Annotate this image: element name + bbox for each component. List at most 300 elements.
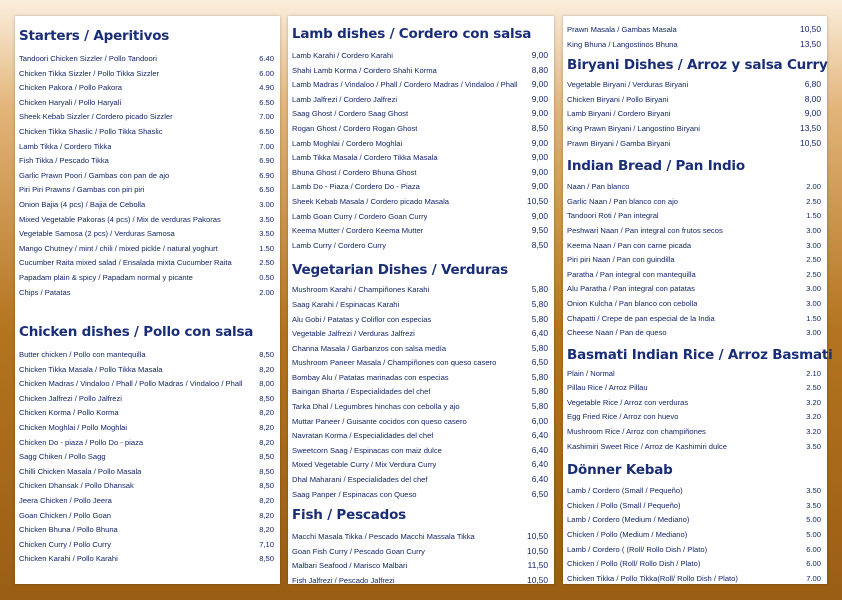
menu-item xyxy=(292,223,548,238)
item-price: 4.90 xyxy=(259,83,274,93)
menu-item xyxy=(567,239,821,254)
item-price: 9,00 xyxy=(531,50,548,60)
menu-item xyxy=(19,392,274,407)
menu-item xyxy=(19,67,274,82)
item-name: Onion Kulcha / Pan blanco con cebolla xyxy=(567,298,698,308)
menu-item xyxy=(292,77,548,92)
item-price: 3.50 xyxy=(259,214,274,224)
item-name: Vegetable Jalfrezi / Verduras Jalfrezi xyxy=(292,329,415,339)
menu-item xyxy=(292,282,548,297)
menu-item xyxy=(292,121,548,136)
menu-column-1 xyxy=(15,16,280,584)
item-name: Vegetable Samosa (2 pcs) / Verduras Samosa xyxy=(19,229,175,239)
item-name: Alu Gobi / Patatas y Coliflor con especias xyxy=(292,314,432,324)
item-name: Malbari Seafood / Marisco Malbari xyxy=(292,561,408,571)
section-title: Vegetarian Dishes / Verduras xyxy=(292,262,508,279)
item-name: Cucumber Raita mixed salad / Ensalada mixta Cucumber Raita xyxy=(19,258,232,268)
item-name: Garlic Naan / Pan blanco con ajo xyxy=(567,196,679,206)
menu-item xyxy=(567,195,821,210)
item-name: Mushroom Rice / Arroz con champiñones xyxy=(567,427,706,437)
item-name: Dhal Maharani / Especialidades del chef xyxy=(292,475,428,485)
menu-item xyxy=(19,96,274,111)
menu-item xyxy=(292,63,548,78)
item-name: Saag Panper / Espinacas con Queso xyxy=(292,489,417,499)
item-price: 6.00 xyxy=(806,559,821,569)
item-name: Butter chicken / Pollo con mantequilla xyxy=(19,350,146,360)
menu-item xyxy=(292,414,548,429)
section-title: Basmati Indian Rice / Arroz Basmati xyxy=(567,346,833,363)
menu-item xyxy=(567,312,821,327)
item-price: 3.50 xyxy=(259,229,274,239)
menu-item xyxy=(19,242,274,257)
item-name: Chilli Chicken Masala / Pollo Masala xyxy=(19,466,142,476)
item-price: 0.50 xyxy=(259,272,274,282)
item-price: 3.20 xyxy=(806,397,821,407)
item-price: 5,80 xyxy=(531,284,548,295)
item-price: 6,40 xyxy=(531,474,548,485)
item-price: 3.00 xyxy=(806,328,821,338)
item-name: Lamb Jalfrezi / Cordero Jalfrezi xyxy=(292,94,398,104)
item-price: 5.00 xyxy=(806,515,821,525)
item-price: 3.20 xyxy=(806,412,821,422)
item-price: 6.90 xyxy=(259,156,274,166)
menu-item xyxy=(292,443,548,458)
menu-section xyxy=(567,462,821,586)
menu-item xyxy=(567,528,821,543)
item-name: Navratan Korma / Especialidades del chef xyxy=(292,431,434,441)
item-name: Onion Bajia (4 pcs) / Bajia de Cebolla xyxy=(19,199,146,209)
menu-item xyxy=(567,136,821,151)
menu-item xyxy=(19,552,274,567)
menu-item xyxy=(292,179,548,194)
menu-item xyxy=(292,370,548,385)
item-name: Lamb Do - Piaza / Cordero Do - Piaza xyxy=(292,182,420,192)
item-price: 2.00 xyxy=(259,287,274,297)
menu-item xyxy=(292,573,548,588)
item-price: 2.50 xyxy=(806,383,821,393)
menu-item xyxy=(567,92,821,107)
menu-section xyxy=(567,346,833,455)
item-name: Vegetable Biryani / Verduras Biryani xyxy=(567,80,689,90)
item-price: 3.50 xyxy=(806,486,821,496)
menu-item xyxy=(19,125,274,140)
item-price: 2.50 xyxy=(259,258,274,268)
item-name: Mixed Vegetable Curry / Mix Verdura Curry xyxy=(292,460,437,470)
menu-item xyxy=(292,457,548,472)
item-name: Piri Piri Prawns / Gambas con piri piri xyxy=(19,185,145,195)
item-name: Paratha / Pan integral con mantequilla xyxy=(567,269,696,279)
item-name: Lamb Tikka / Cordero Tikka xyxy=(19,141,112,151)
item-price: 2.50 xyxy=(806,196,821,206)
menu-item xyxy=(292,428,548,443)
item-name: Chicken Pakora / Pollo Pakora xyxy=(19,83,122,93)
menu-item xyxy=(292,341,548,356)
menu-section xyxy=(19,324,274,567)
menu-item xyxy=(19,509,274,524)
item-name: Chicken Tikka Sizzler / Pollo Tikka Sizzler xyxy=(19,68,160,78)
menu-item xyxy=(567,499,821,514)
item-name: Sagg Chiken / Pollo Sagg xyxy=(19,452,106,462)
item-name: Egg Fried Rice / Arroz con huevo xyxy=(567,412,679,422)
item-price: 6,40 xyxy=(531,328,548,339)
menu-item xyxy=(292,487,548,502)
menu-item xyxy=(567,22,821,37)
item-name: Piri piri Naan / Pan con guindilla xyxy=(567,255,675,265)
item-name: Rogan Ghost / Cordero Rogan Ghost xyxy=(292,123,418,133)
menu-item xyxy=(19,271,274,286)
item-name: Pillau Rice / Arroz Pillau xyxy=(567,383,648,393)
menu-item xyxy=(292,399,548,414)
item-price: 10,50 xyxy=(527,575,548,585)
item-price: 8,20 xyxy=(259,496,274,506)
item-price: 5,80 xyxy=(531,371,548,382)
item-price: 8,50 xyxy=(259,481,274,491)
item-price: 6.00 xyxy=(806,544,821,554)
section-title: Fish / Pescados xyxy=(292,507,406,524)
item-name: Vegetable Rice / Arroz con verduras xyxy=(567,397,689,407)
menu-item xyxy=(19,538,274,553)
menu-item xyxy=(292,238,548,253)
item-price: 9,00 xyxy=(531,137,548,148)
item-price: 5.00 xyxy=(806,530,821,540)
menu-item xyxy=(292,312,548,327)
menu-item xyxy=(19,110,274,125)
menu-item xyxy=(19,213,274,228)
item-name: Bhuna Ghost / Cordero Bhuna Ghost xyxy=(292,167,417,177)
item-name: King Bhuna / Langostinos Bhuna xyxy=(567,39,678,49)
item-name: Chicken Korma / Pollo Korma xyxy=(19,408,119,418)
item-name: Fish Jalfrezi / Pescado Jalfrezi xyxy=(292,576,395,585)
menu-item xyxy=(567,572,821,587)
menu-item xyxy=(19,523,274,538)
item-name: Muttar Paneer / Guisante cocidos con queso casero xyxy=(292,416,467,426)
menu-section xyxy=(19,28,274,300)
item-price: 3.00 xyxy=(806,298,821,308)
item-price: 6,00 xyxy=(531,415,548,426)
item-name: Keema Naan / Pan con carne picada xyxy=(567,240,692,250)
item-price: 5,80 xyxy=(531,298,548,309)
item-name: Mushroom Paneer Masala / Champiñones con queso casero xyxy=(292,358,497,368)
menu-item xyxy=(292,194,548,209)
item-name: Chicken Madras / Vindaloo / Phall / Pollo Madras / Vindaloo / Phall xyxy=(19,379,243,389)
item-price: 9,00 xyxy=(531,166,548,177)
item-name: Sheek Kebab Masala / Cordero picado Masala xyxy=(292,196,450,206)
item-name: Chicken Tikka Shaslic / Pollo Tikka Shaslic xyxy=(19,126,163,136)
item-price: 10,50 xyxy=(527,531,548,542)
item-price: 3.50 xyxy=(806,441,821,451)
item-name: Lamb Goan Curry / Cordero Goan Curry xyxy=(292,211,428,221)
item-price: 6.00 xyxy=(259,68,274,78)
item-name: Chicken Tikka Masala / Pollo Tikka Masala xyxy=(19,364,163,374)
item-price: 8,50 xyxy=(531,122,548,133)
item-price: 1.50 xyxy=(806,313,821,323)
menu-item xyxy=(19,52,274,67)
menu-item xyxy=(19,81,274,96)
item-price: 9,00 xyxy=(531,79,548,90)
item-price: 9,00 xyxy=(531,152,548,163)
menu-item xyxy=(292,165,548,180)
item-price: 3.20 xyxy=(806,427,821,437)
item-price: 10,50 xyxy=(527,195,548,206)
menu-item xyxy=(19,377,274,392)
menu-item xyxy=(19,140,274,155)
menu-item xyxy=(292,209,548,224)
menu-item xyxy=(292,544,548,559)
menu-item xyxy=(19,406,274,421)
item-price: 2.10 xyxy=(806,368,821,378)
item-price: 6,50 xyxy=(531,488,548,499)
item-name: Macchi Masala Tikka / Pescado Macchi Massala Tikka xyxy=(292,532,475,542)
menu-item xyxy=(567,367,821,382)
menu-item xyxy=(19,363,274,378)
menu-item xyxy=(19,450,274,465)
item-name: Chicken Karahi / Pollo Karahi xyxy=(19,554,118,564)
item-price: 8,50 xyxy=(259,466,274,476)
item-price: 3.00 xyxy=(806,225,821,235)
item-price: 8,80 xyxy=(531,64,548,75)
item-price: 10,50 xyxy=(800,24,821,34)
item-price: 3.00 xyxy=(259,199,274,209)
menu-item xyxy=(567,77,821,92)
item-price: 8,20 xyxy=(259,437,274,447)
menu-item xyxy=(292,48,548,63)
item-name: Chicken Do - piaza / Pollo Do - piaza xyxy=(19,437,144,447)
item-price: 6.50 xyxy=(259,185,274,195)
item-name: Prawn Biryani / Gamba Biryani xyxy=(567,138,671,148)
section-title: Biryani Dishes / Arroz y salsa Curry xyxy=(567,57,828,74)
item-price: 8,50 xyxy=(259,452,274,462)
item-name: Bombay Alu / Patatas marinadas con especias xyxy=(292,372,449,382)
item-name: Mixed Vegetable Pakoras (4 pcs) / Mix de verduras Pakoras xyxy=(19,214,221,224)
menu-item xyxy=(19,286,274,301)
item-name: Goan Chicken / Pollo Goan xyxy=(19,510,112,520)
item-name: Jeera Chicken / Pollo Jeera xyxy=(19,496,112,506)
item-name: Keema Mutter / Cordero Keema Mutter xyxy=(292,226,424,236)
menu-item xyxy=(19,227,274,242)
item-price: 13,50 xyxy=(800,38,821,49)
item-name: Saag Karahi / Espinacas Karahi xyxy=(292,299,400,309)
menu-item xyxy=(567,268,821,283)
item-price: 8,20 xyxy=(259,423,274,433)
item-name: Chicken Dhansak / Pollo Dhansak xyxy=(19,481,134,491)
item-price: 6.90 xyxy=(259,170,274,180)
item-price: 8,50 xyxy=(259,350,274,360)
item-name: Saag Ghost / Cordero Saag Ghost xyxy=(292,109,409,119)
menu-item xyxy=(292,472,548,487)
item-name: Chicken Jalfrezi / Pollo Jalfrezi xyxy=(19,393,122,403)
item-name: Tandoori Chicken Sizzler / Pollo Tandoori xyxy=(19,54,157,63)
item-price: 3.00 xyxy=(806,240,821,250)
item-price: 1.50 xyxy=(806,211,821,221)
menu-section xyxy=(567,158,821,341)
menu-item xyxy=(567,543,821,558)
item-price: 6,40 xyxy=(531,459,548,470)
menu-item xyxy=(292,136,548,151)
menu-item xyxy=(567,440,821,455)
item-name: Garlic Prawn Poori / Gambas con pan de ajo xyxy=(19,170,170,180)
item-name: Baingan Bharta / Especialidades del chef xyxy=(292,387,431,397)
menu-item xyxy=(19,348,274,363)
menu-item xyxy=(292,150,548,165)
menu-item xyxy=(567,253,821,268)
item-name: Goan Fish Curry / Pescado Goan Curry xyxy=(292,546,425,556)
menu-item xyxy=(19,436,274,451)
menu-item xyxy=(567,396,821,411)
menu-item xyxy=(567,37,821,52)
item-price: 8,00 xyxy=(259,379,274,389)
menu-item xyxy=(19,169,274,184)
menu-item xyxy=(292,529,548,544)
menu-section xyxy=(567,57,828,150)
section-title: Dönner Kebab xyxy=(567,462,673,479)
menu-item xyxy=(567,484,821,499)
menu-item xyxy=(567,209,821,224)
menu-item xyxy=(292,297,548,312)
item-price: 7.00 xyxy=(259,141,274,151)
item-name: Tarka Dhal / Legumbres hinchas con cebolla y ajo xyxy=(292,402,460,412)
item-price: 3.50 xyxy=(806,500,821,510)
menu-item xyxy=(292,558,548,573)
section-title: Indian Bread / Pan Indio xyxy=(567,158,745,175)
menu-section xyxy=(292,507,548,587)
item-name: Chicken Bhuna / Pollo Bhuna xyxy=(19,525,118,535)
menu-item xyxy=(567,381,821,396)
item-name: Chicken Moghlai / Pollo Moghlai xyxy=(19,423,128,433)
item-price: 9,00 xyxy=(531,181,548,192)
item-price: 8,20 xyxy=(259,510,274,520)
item-price: 3.00 xyxy=(806,284,821,294)
menu-item xyxy=(567,297,821,312)
menu-item xyxy=(19,421,274,436)
menu-item xyxy=(567,121,821,136)
item-price: 5,80 xyxy=(531,313,548,324)
item-name: Lamb Tikka Masala / Cordero Tikka Masala xyxy=(292,153,438,163)
item-price: 7.00 xyxy=(259,112,274,122)
item-price: 11,50 xyxy=(527,560,548,571)
menu-item xyxy=(19,494,274,509)
item-name: Chicken / Pollo (Medium / Mediano) xyxy=(567,530,688,540)
item-name: Mushroom Karahi / Champiñones Karahi xyxy=(292,285,430,295)
menu-section xyxy=(292,262,548,501)
item-price: 8,50 xyxy=(259,393,274,403)
menu-item xyxy=(567,513,821,528)
menu-item xyxy=(292,355,548,370)
item-name: Lamb Moghlai / Cordero Moghlai xyxy=(292,138,403,148)
menu-item xyxy=(19,198,274,213)
menu-item xyxy=(19,183,274,198)
item-price: 8,00 xyxy=(804,93,821,104)
menu-item xyxy=(567,106,821,121)
item-name: Lamb / Cordero (Medium / Mediano) xyxy=(567,515,690,525)
item-name: Lamb / Cordero ( (Roll/ Rollo Dish / Plato) xyxy=(567,544,708,554)
item-price: 9,00 xyxy=(531,108,548,119)
menu-item xyxy=(292,326,548,341)
item-price: 8,20 xyxy=(259,525,274,535)
item-name: Sweetcorn Saag / Espinacas con maiz dulce xyxy=(292,445,442,455)
item-name: Papadam plain & spicy / Papadam normal y picante xyxy=(19,272,193,282)
item-price: 10,50 xyxy=(527,545,548,556)
item-price: 8,20 xyxy=(259,408,274,418)
item-name: Cheese Naan / Pan de queso xyxy=(567,328,667,338)
item-price: 2.50 xyxy=(806,269,821,279)
item-price: 9,00 xyxy=(531,93,548,104)
item-name: Chicken Biryani / Pollo Biryani xyxy=(567,94,669,104)
menu-item xyxy=(292,384,548,399)
item-price: 9,50 xyxy=(531,225,548,236)
item-name: Chips / Patatas xyxy=(19,287,71,297)
item-name: Mango Chutney / mint / chili / mixed pickle / natural yoghurt xyxy=(19,243,218,253)
item-name: King Prawn Biryani / Langostino Biryani xyxy=(567,123,700,133)
item-name: Prawn Masala / Gambas Masala xyxy=(567,25,677,34)
item-price: 8,20 xyxy=(259,364,274,374)
item-price: 6,50 xyxy=(531,357,548,368)
item-price: 6.40 xyxy=(259,54,274,63)
menu-item xyxy=(567,282,821,297)
item-price: 9,00 xyxy=(531,210,548,221)
item-price: 6.50 xyxy=(259,126,274,136)
item-name: Lamb Curry / Cordero Curry xyxy=(292,240,387,250)
section-title: Chicken dishes / Pollo con salsa xyxy=(19,324,254,341)
item-name: Chicken Curry / Pollo Curry xyxy=(19,539,111,549)
item-price: 6.50 xyxy=(259,97,274,107)
item-name: Fish Tikka / Pescado Tikka xyxy=(19,156,109,166)
menu-item xyxy=(19,479,274,494)
item-price: 5,80 xyxy=(531,342,548,353)
menu-item xyxy=(19,256,274,271)
menu-item xyxy=(567,326,821,341)
item-name: Chicken / Pollo (Small / Pequeño) xyxy=(567,500,681,510)
item-name: Chicken Tikka / Pollo Tikka(Roll/ Rollo Dish / Plato) xyxy=(567,573,738,583)
item-price: 10,50 xyxy=(800,137,821,148)
item-price: 8,50 xyxy=(259,554,274,564)
menu-section xyxy=(292,26,548,252)
item-price: 5,80 xyxy=(531,386,548,397)
item-name: Lamb Karahi / Cordero Karahi xyxy=(292,51,393,60)
item-price: 6,40 xyxy=(531,444,548,455)
menu-item xyxy=(567,224,821,239)
item-price: 2.50 xyxy=(806,255,821,265)
item-name: Chicken / Pollo (Roll/ Rollo Dish / Plato) xyxy=(567,559,701,569)
item-name: Naan / Pan blanco xyxy=(567,182,630,192)
item-price: 6,80 xyxy=(804,79,821,90)
item-price: 2.00 xyxy=(806,182,821,192)
item-name: Plain / Normal xyxy=(567,368,615,378)
item-name: Chapatti / Crepe de pan especial de la India xyxy=(567,313,715,323)
item-price: 8,50 xyxy=(531,239,548,250)
item-name: Channa Masala / Garbanzos con salsa medía xyxy=(292,343,447,353)
item-price: 6,40 xyxy=(531,430,548,441)
item-name: Lamb / Cordero (Small / Pequeño) xyxy=(567,486,683,496)
menu-section xyxy=(567,22,821,51)
item-name: Tandoori Roti / Pan integral xyxy=(567,211,659,221)
menu-item xyxy=(292,106,548,121)
item-name: Lamb Madras / Vindaloo / Phall / Cordero Madras / Vindaloo / Phall xyxy=(292,80,518,90)
item-name: Sheek Kebab Sizzler / Cordero picado Sizzler xyxy=(19,112,173,122)
item-price: 1.50 xyxy=(259,243,274,253)
menu-item xyxy=(292,92,548,107)
menu-item xyxy=(567,425,821,440)
item-name: Shahi Lamb Korma / Cordero Shahi Korma xyxy=(292,65,437,75)
item-name: Alu Paratha / Pan integral con patatas xyxy=(567,284,695,294)
item-price: 9,00 xyxy=(804,108,821,119)
menu-item xyxy=(567,410,821,425)
menu-item xyxy=(19,154,274,169)
item-name: Kashimiri Sweet Rice / Arroz de Kashimiri dulce xyxy=(567,441,727,451)
item-price: 7,10 xyxy=(259,539,274,549)
item-name: Peshwari Naan / Pan integral con frutos secos xyxy=(567,225,723,235)
item-price: 5,80 xyxy=(531,401,548,412)
item-price: 7.00 xyxy=(806,573,821,583)
